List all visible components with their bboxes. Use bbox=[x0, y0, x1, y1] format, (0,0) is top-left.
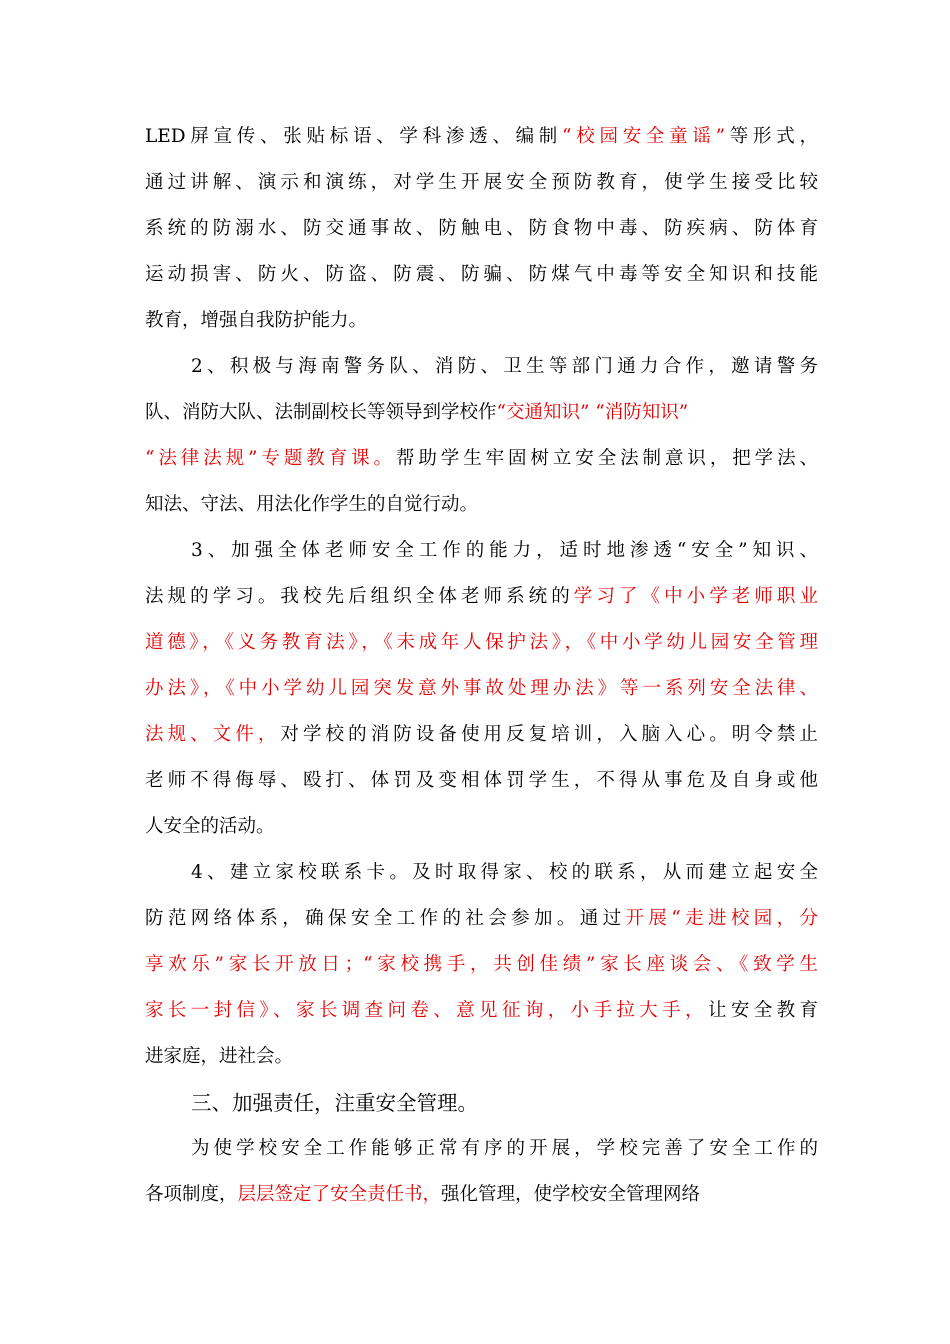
highlighted-text: 层层签定了安全责任书， bbox=[237, 1184, 442, 1205]
text-run: 等形式， bbox=[725, 126, 818, 147]
text-line bbox=[145, 988, 818, 1034]
text-run: 让安全教育 bbox=[707, 1000, 818, 1021]
paragraph-4 bbox=[145, 850, 818, 1080]
text-line: 知法、守法、用法化作学生的自觉行动。 bbox=[145, 494, 479, 515]
section-heading: 三、加强责任，注重安全管理。 bbox=[191, 1091, 478, 1115]
text-run: 队、消防大队、法制副校长等领导到学校作 bbox=[145, 402, 497, 423]
highlighted-text: “交通知识” “消防知识” bbox=[496, 402, 689, 423]
text-run: 强化管理，使学校安全管理网络 bbox=[441, 1184, 701, 1205]
text-run: 对学校的消防设备使用反复培训，入脑入心。明令禁止 bbox=[280, 724, 818, 745]
text-line: 系统的防溺水、防交通事故、防触电、防食物中毒、防疾病、防体育 bbox=[145, 218, 818, 239]
text-run: 法规的学习。我校先后组织全体老师系统的 bbox=[145, 586, 574, 607]
text-line: 运动损害、防火、防盗、防震、防骗、防煤气中毒等安全知识和技能 bbox=[145, 264, 818, 285]
text-line bbox=[145, 390, 818, 436]
highlighted-text: 家长一封信》、家长调查问卷、意见征询，小手拉大手， bbox=[145, 1000, 708, 1021]
text-line bbox=[145, 574, 818, 620]
paragraph-3 bbox=[145, 528, 818, 850]
text-line bbox=[145, 436, 818, 482]
text-line: 3、加强全体老师安全工作的能力，适时地渗透“安全”知识、 bbox=[191, 540, 818, 561]
text-line: 为使学校安全工作能够正常有序的开展，学校完善了安全工作的 bbox=[191, 1138, 818, 1159]
highlighted-text: 享欢乐”家长开放日；“家校携手，共创佳绩”家长座谈会、《致学生 bbox=[145, 954, 818, 975]
text-line: 通过讲解、演示和演练，对学生开展安全预防教育，使学生接受比较 bbox=[145, 172, 818, 193]
text-line bbox=[145, 1172, 818, 1218]
text-line: 4、建立家校联系卡。及时取得家、校的联系，从而建立起安全 bbox=[191, 862, 818, 883]
text-run: 各项制度， bbox=[145, 1184, 238, 1205]
text-line bbox=[145, 114, 818, 160]
document-page bbox=[145, 114, 818, 1218]
highlighted-text: 道德》，《义务教育法》，《未成年人保护法》，《中小学幼儿园安全管理 bbox=[145, 632, 818, 653]
text-run: LED屏宣传、张贴标语、学科渗透、编制 bbox=[145, 126, 563, 147]
text-line: 教育，增强自我防护能力。 bbox=[145, 310, 368, 331]
highlighted-text: 学习了《中小学老师职业 bbox=[573, 586, 818, 607]
highlighted-text: “法律法规”专题教育课。 bbox=[145, 448, 396, 469]
highlighted-text: 开展“走进校园，分 bbox=[625, 908, 818, 929]
highlighted-text: 办法》，《中小学幼儿园突发意外事故处理办法》等一系列安全法律、 bbox=[145, 678, 818, 699]
text-run: 防范网络体系，确保安全工作的社会参加。通过 bbox=[145, 908, 626, 929]
text-run: 帮助学生牢固树立安全法制意识，把学法、 bbox=[395, 448, 818, 469]
paragraph-5 bbox=[145, 1126, 818, 1218]
text-line: 2、积极与海南警务队、消防、卫生等部门通力合作，邀请警务 bbox=[191, 356, 818, 377]
text-line bbox=[145, 712, 818, 758]
highlighted-text: “校园安全童谣” bbox=[562, 126, 726, 147]
paragraph-2 bbox=[145, 344, 818, 528]
text-line: 人安全的活动。 bbox=[145, 816, 275, 837]
text-line bbox=[145, 896, 818, 942]
text-line: 进家庭，进社会。 bbox=[145, 1046, 294, 1067]
text-line: 老师不得侮辱、殴打、体罚及变相体罚学生，不得从事危及自身或他 bbox=[145, 770, 818, 791]
paragraph-1 bbox=[145, 114, 818, 344]
highlighted-text: 法规、文件， bbox=[145, 724, 281, 745]
